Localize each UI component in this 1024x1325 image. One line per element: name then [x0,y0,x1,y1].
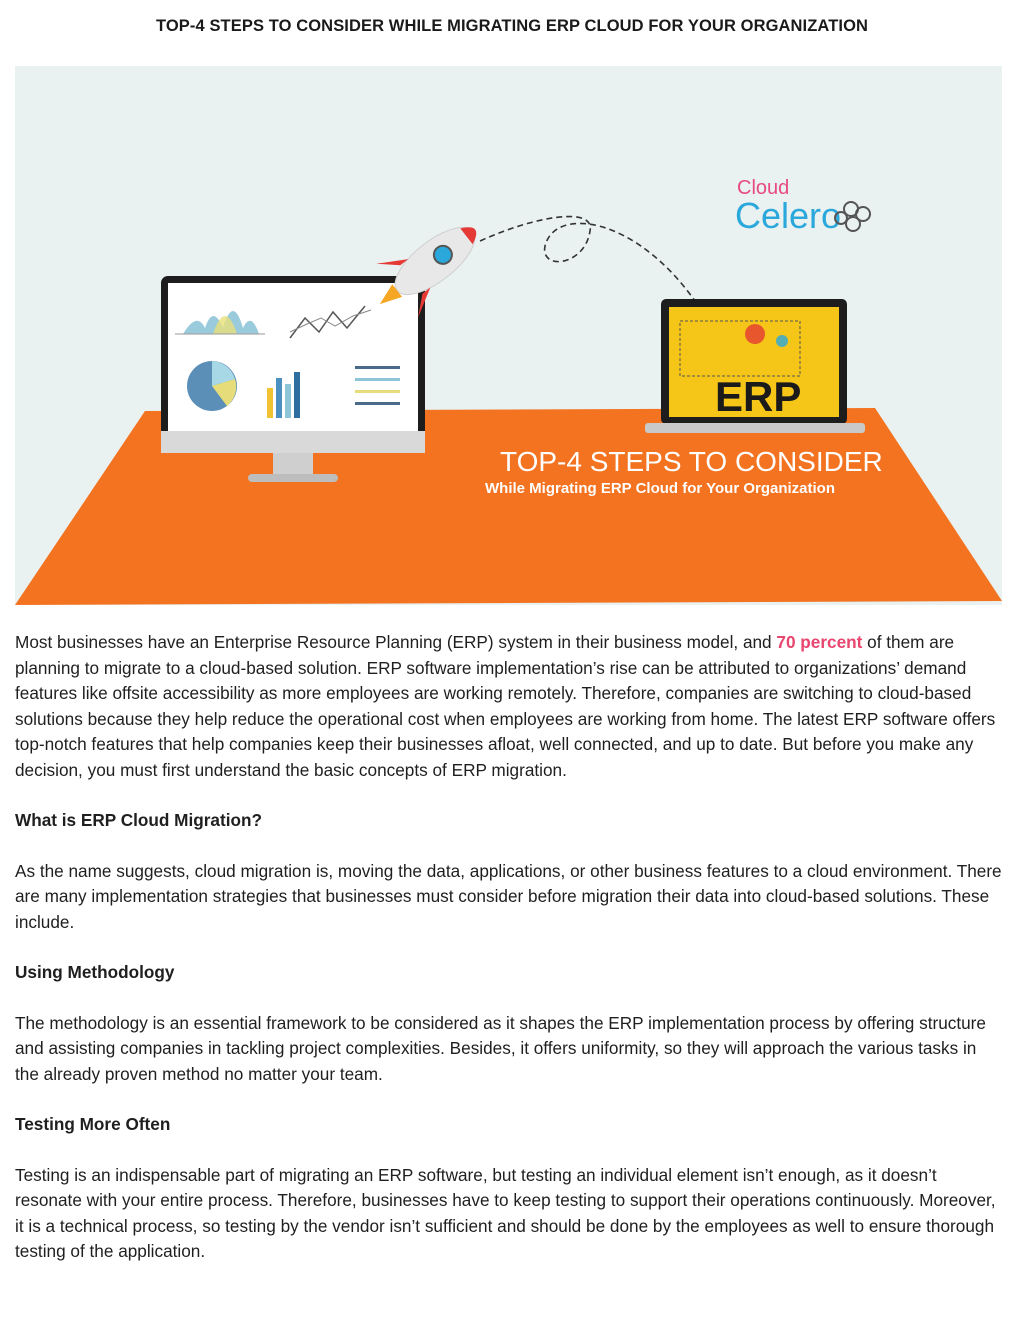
section-heading-methodology: Using Methodology [15,962,175,982]
section-body-testing: Testing is an indispensable part of migrating an ERP software, but testing an individual element isn’t enough, as it doesn’t resonate with your entire process. Therefore, businesses have to keep testing to support their operations continuously. Moreover, it is a technical process, so testing by the vendor isn’t sufficient and should be done by the employees as well to ensure thorough testing of the application. [15,1164,996,1261]
intro-paragraph: Most businesses have an Enterprise Resource Planning (ERP) system in their business model, and 70 percent of them are planning to migrate to a cloud-based solution. ERP software implementation’s rise can be attributed to organizations’ demand features like offsite accessibility as more employees are working remotely. Therefore, companies are switching to cloud-based solutions because they help reduce the operational cost when employees are working from home. The latest ERP software offers top-notch features that help companies keep their businesses afloat, well connected, and up to date. But before you make any decision, you must first understand the basic concepts of ERP migration. [15,632,996,780]
percent-highlight: 70 percent [776,632,863,652]
brand-bottom-text: Celero [735,195,842,236]
monitor-illustration [161,276,425,482]
section-heading-erp-migration: What is ERP Cloud Migration? [15,810,262,830]
laptop-illustration [645,299,865,433]
laptop-erp-label: ERP [715,373,802,420]
section-body-methodology: The methodology is an essential framework to be considered as it shapes the ERP implementation process by offering structure and assisting companies in tackling project complexities. Besides, it offers uniformity, so they will approach the various tasks in the already proven method no matter your team. [15,1012,986,1084]
section-body-erp-migration: As the name suggests, cloud migration is, moving the data, applications, or other business features to a cloud environment. There are many implementation strategies that businesses must consider before migration their data into cloud-based solutions. These include. [15,860,1002,932]
article-body [15,630,1005,1290]
brand-top-text: Cloud [737,177,790,199]
section-heading-testing: Testing More Often [15,1114,171,1134]
banner-subheadline: While Migrating ERP Cloud for Your Organization [485,480,836,497]
banner-headline: TOP-4 STEPS TO CONSIDER [500,446,883,477]
page-title: TOP-4 STEPS TO CONSIDER WHILE MIGRATING ERP CLOUD FOR YOUR ORGANIZATION [155,17,869,35]
hero-banner [15,66,1002,605]
